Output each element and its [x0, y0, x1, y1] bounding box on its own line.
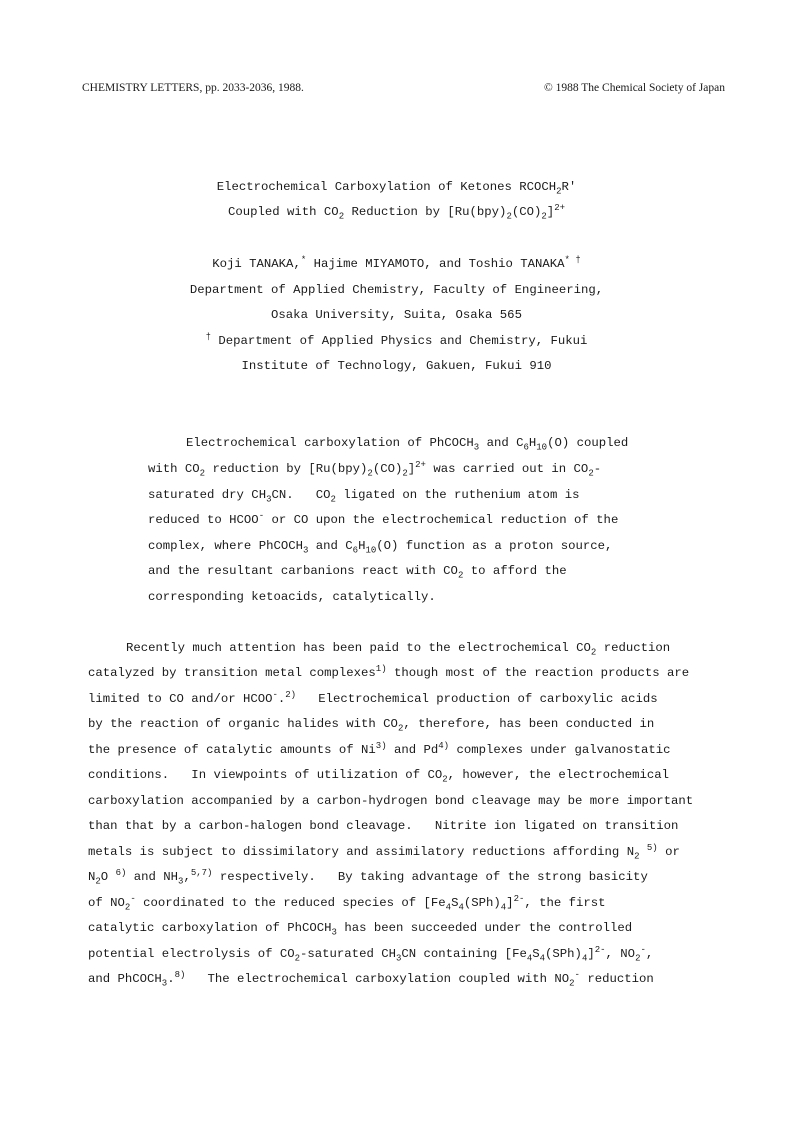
abstract-line: saturated dry $CH_3CN$. $CO_2$ ligated on the ruthenium atom is: [148, 488, 580, 505]
body-line: than that by a carbon-halogen bond cleavage. Nitrite ion ligated on transition: [88, 819, 679, 833]
copyright-notice: © 1988 The Chemical Society of Japan: [544, 82, 725, 94]
abstract-line: with $CO_2$ reduction by $[Ru(bpy)_2(CO)_2]^{2+}$ was carried out in $CO_2-$: [148, 459, 602, 479]
body-line: conditions. In viewpoints of utilization of $CO_2$, however, the electrochemical: [88, 768, 670, 785]
affiliation-2-line-2: Institute of Technology, Gakuen, Fukui 910: [241, 359, 552, 373]
body-line: limited to CO and/or HCOO-.$^{2)}$ Electrochemical production of carboxylic acids: [88, 689, 658, 706]
body-line: metals is subject to dissimilatory and assimilatory reductions affording $N_2$ $^{5)}$ or: [88, 842, 680, 862]
author-names: Koji TANAKA,* Hajime MIYAMOTO, and Toshio TANAKA* †: [212, 254, 581, 271]
body-line: by the reaction of organic halides with $CO_2$, therefore, has been conducted in: [88, 717, 655, 734]
body-line: catalyzed by transition metal complexes$^{1)}$ though most of the reaction products are: [88, 663, 690, 680]
affiliation-1-line-1: Department of Applied Chemistry, Faculty of Engineering,: [189, 283, 604, 297]
affiliation-1-line-2: Osaka University, Suita, Osaka 565: [271, 308, 522, 322]
abstract-line: complex, where PhCOCH$_3$ and $C_6H_{10}(O)$ function as a proton source,: [148, 539, 613, 556]
body-line: and PhCOCH$_3$.$^{8)}$ The electrochemical carboxylation coupled with $NO_2^-$ reduction: [88, 969, 654, 989]
body-line: potential electrolysis of $CO_2$-saturated $CH_3CN$ containing $[Fe_4S_4(SPh)_4]^{2-}$, $NO_2^-$,: [88, 944, 654, 964]
body-line: carboxylation accompanied by a carbon-hydrogen bond cleavage may be more important: [88, 794, 694, 808]
abstract-line: Electrochemical carboxylation of PhCOCH$_3$ and $C_6H_{10}(O)$ coupled: [186, 436, 629, 453]
title-line-1: Electrochemical Carboxylation of Ketones $RCOCH_2R'$: [216, 180, 577, 197]
body-line: of $NO_2^-$ coordinated to the reduced species of $[Fe_4S_4(SPh)_4]^{2-}$, the first: [88, 893, 606, 913]
title-line-2: Coupled with $CO_2$ Reduction by $[Ru(bpy)_2(CO)_2]^{2+}$: [227, 202, 565, 222]
abstract-line: and the resultant carbanions react with $CO_2$ to afford the: [148, 564, 567, 581]
body-line: the presence of catalytic amounts of Ni$^{3)}$ and Pd$^{4)}$ complexes under galvanostatic: [88, 740, 671, 757]
body-line: catalytic carboxylation of PhCOCH$_3$ has been succeeded under the controlled: [88, 921, 633, 938]
abstract-line: corresponding ketoacids, catalytically.: [148, 590, 436, 604]
body-line: $N_2O$ $^{6)}$ and $NH_3,^{5,7)}$ respectively. By taking advantage of the strong basicity: [88, 867, 648, 887]
journal-citation: CHEMISTRY LETTERS, pp. 2033-2036, 1988.: [82, 82, 304, 94]
abstract-line: reduced to HCOO- or CO upon the electrochemical reduction of the: [148, 510, 619, 527]
affiliation-2-line-1: † Department of Applied Physics and Chemistry, Fukui: [205, 331, 588, 348]
body-line: Recently much attention has been paid to the electrochemical $CO_2$ reduction: [126, 641, 671, 658]
